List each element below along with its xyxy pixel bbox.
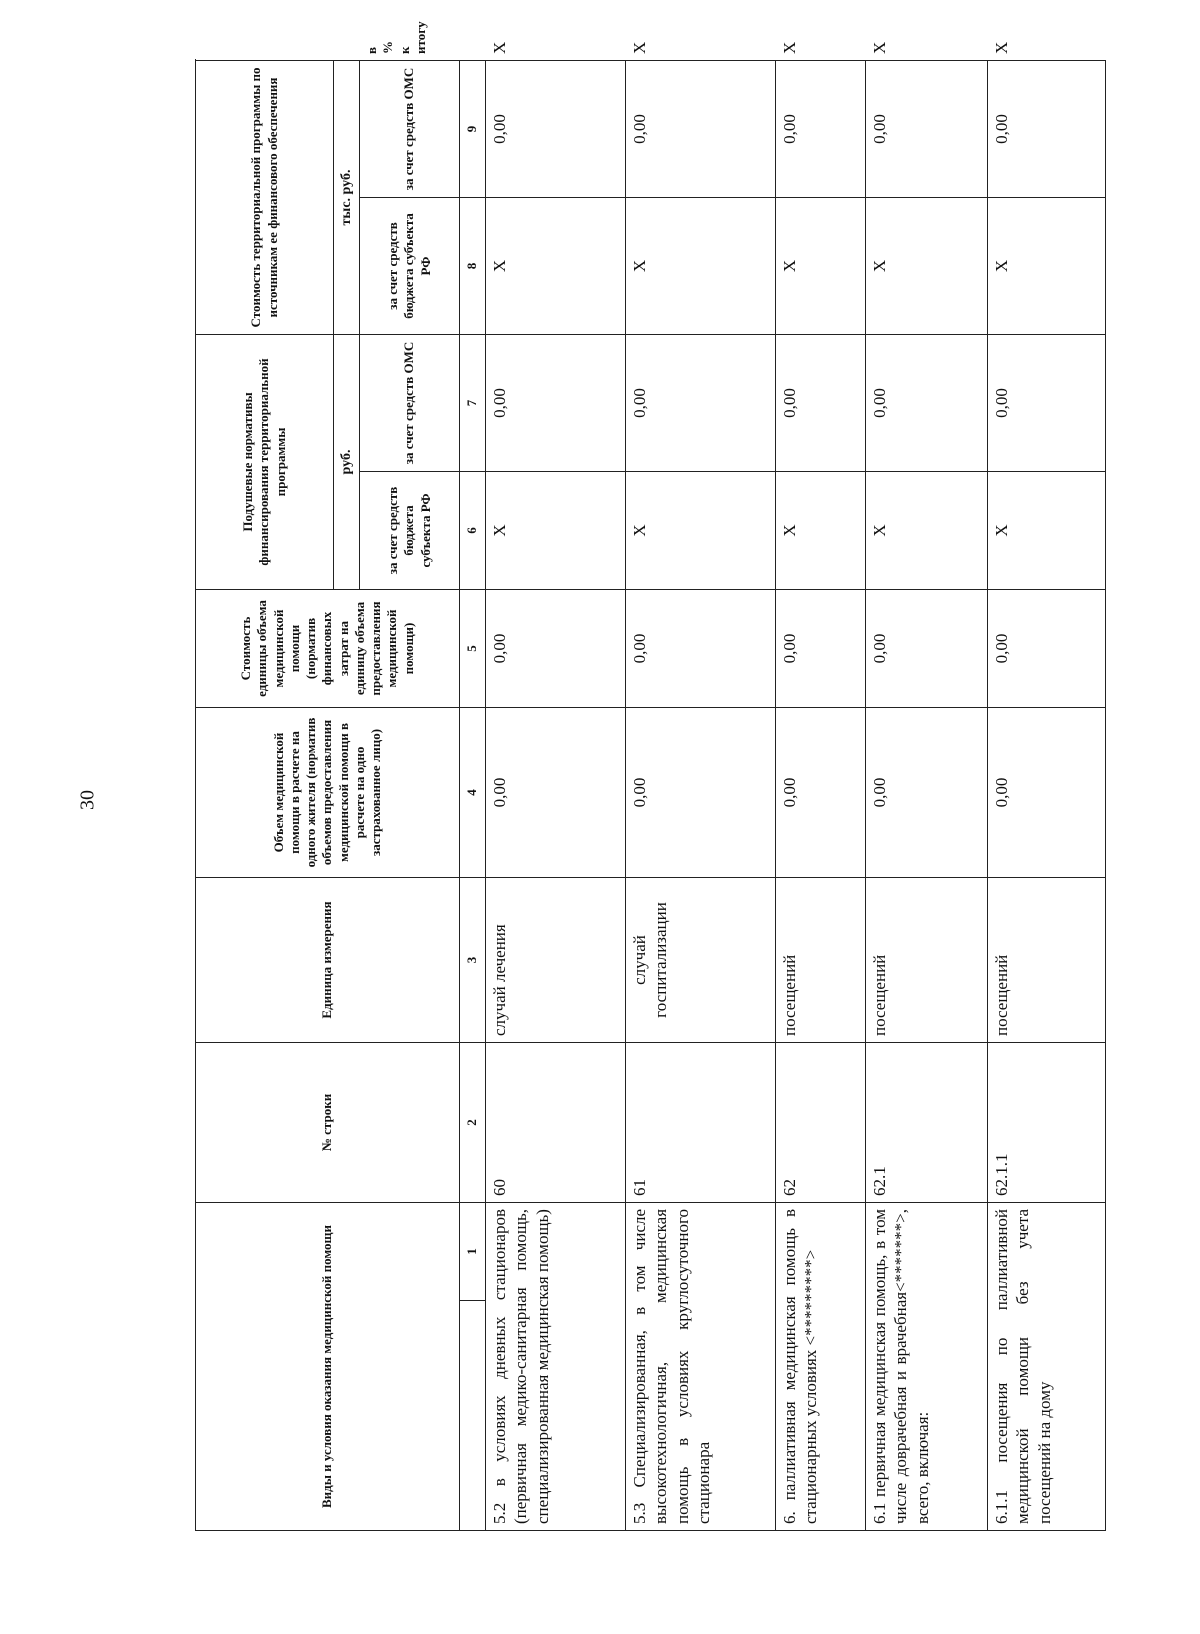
row-number: 62	[776, 1042, 866, 1202]
row-description: 6.1.1 посещения по паллиативной медицинской помощи без учета посещений на дому	[988, 1202, 1106, 1530]
row-unit-cost: 0,00	[988, 589, 1106, 707]
row-per-capita-budget: X	[988, 471, 1106, 589]
row-unit: посещений	[776, 877, 866, 1042]
header-volume: Объем медицинской помощи в расчете на одного жителя (норматив объемов предоставления медицинской помощи в расчете на одно застрахованное лицо)	[196, 707, 460, 877]
table-row: 6.1.1 посещения по паллиативной медицинской помощи без учета посещений на дому 62.1.1 посещений 0,00 0,00 X 0,00 X 0,00 X	[988, 60, 1106, 1530]
row-per-capita-oms: 0,00	[866, 334, 988, 471]
row-per-capita-budget: X	[626, 471, 776, 589]
row-number: 61	[626, 1042, 776, 1202]
row-per-capita-oms: 0,00	[626, 334, 776, 471]
row-volume: 0,00	[988, 707, 1106, 877]
column-number: 1	[460, 1202, 486, 1300]
row-per-capita-budget: X	[866, 471, 988, 589]
header-per-capita-budget: за счет средств бюджета субъекта РФ	[360, 471, 460, 589]
header-per-capita-oms: за счет средств ОМС	[360, 334, 460, 471]
row-description: 6.1 первичная медицинская помощь, в том числе доврачебная и врачебная<*******>, всего, включая:	[866, 1202, 988, 1530]
row-unit-cost: 0,00	[486, 589, 626, 707]
header-cost-oms: за счет средств ОМС	[360, 60, 460, 197]
row-cost-oms: 0,00	[776, 60, 866, 197]
page-number: 30	[76, 790, 99, 810]
row-cost-budget: X	[866, 197, 988, 334]
header-per-capita-group: Подушевые нормативы финансирования территориальной программы	[196, 334, 334, 589]
table-row: 6. паллиативная медицинская помощь в стационарных условиях <*********> 62 посещений 0,00 0,00 X 0,00 X 0,00 X	[776, 60, 866, 1530]
column-number-row	[460, 60, 486, 1530]
header-per-capita-currency: руб.	[334, 334, 360, 589]
row-cost-budget: X	[626, 197, 776, 334]
row-number: 60	[486, 1042, 626, 1202]
row-cost-oms: 0,00	[988, 60, 1106, 197]
header-cost-currency: тыс. руб.	[334, 60, 360, 334]
row-volume: 0,00	[866, 707, 988, 877]
row-cost-oms: 0,00	[486, 60, 626, 197]
header-unit-cost: Стоимость единицы объема медицинской помощи (норматив финансовых затрат на единицу объема предоставления медицинской помощи)	[196, 589, 460, 707]
row-per-capita-oms: 0,00	[776, 334, 866, 471]
row-volume: 0,00	[776, 707, 866, 877]
row-description: 6. паллиативная медицинская помощь в стационарных условиях <*********>	[776, 1202, 866, 1530]
column-number: 6	[460, 471, 486, 589]
header-cost-group: Стоимость территориальной программы по источникам ее финансового обеспечения	[196, 60, 334, 334]
column-number: 5	[460, 589, 486, 707]
column-number: 9	[460, 60, 486, 197]
column-number: 8	[460, 197, 486, 334]
header-cost-budget: за счет средств бюджета субъекта РФ	[360, 197, 460, 334]
column-number: 4	[460, 707, 486, 877]
row-unit: посещений	[866, 877, 988, 1042]
row-cost-budget: X	[988, 197, 1106, 334]
financing-table	[195, 21, 1106, 1531]
row-unit: посещений	[988, 877, 1106, 1042]
row-number: 62.1	[866, 1042, 988, 1202]
row-per-capita-oms: 0,00	[988, 334, 1106, 471]
row-unit: случай госпитализации	[626, 877, 776, 1042]
row-cost-budget: X	[486, 197, 626, 334]
table-header: Виды и условия оказания медицинской помощи № строки Единица измерения Объем медицинской помощи в расчете на одного жителя (норматив объемов предоставления медицинской помощи в расчете на одно застрахованное лицо) Стоимость единицы объема медицинской помощи (норматив финансовых затрат на единицу объема предоставления медицинской помощи) Подушевые нормативы финансирования территориальной программы Стоимость территориальной программы по источникам ее финансового обеспечения руб. тыс. руб. в % к итогу за счет средств бюджета субъекта РФ за счет средств ОМС за счет средств бюджета субъекта РФ за счет средств ОМС 1 2 3 4 5 6 7 8 9	[196, 60, 486, 1530]
row-per-capita-budget: X	[776, 471, 866, 589]
row-cost-oms: 0,00	[866, 60, 988, 197]
row-unit: случай лечения	[486, 877, 626, 1042]
row-unit-cost: 0,00	[626, 589, 776, 707]
row-per-capita-oms: 0,00	[486, 334, 626, 471]
header-row-no: № строки	[196, 1042, 460, 1202]
row-volume: 0,00	[486, 707, 626, 877]
row-description: 5.2 в условиях дневных стационаров (первичная медико-санитарная помощь, специализированная медицинская помощь)	[486, 1202, 626, 1530]
row-unit-cost: 0,00	[776, 589, 866, 707]
row-unit-cost: 0,00	[866, 589, 988, 707]
row-description: 5.3 Специализированная, в том числе высокотехнологичная, медицинская помощь в условиях круглосуточного стационара	[626, 1202, 776, 1530]
row-per-capita-budget: X	[486, 471, 626, 589]
table-body	[486, 41, 1106, 1530]
column-number: 2	[460, 1042, 486, 1202]
header-kind: Виды и условия оказания медицинской помощи	[196, 1202, 460, 1530]
table-row: 5.2 в условиях дневных стационаров (первичная медико-санитарная помощь, специализированная медицинская помощь) 60 случай лечения 0,00 0,00 X 0,00 X 0,00 X	[486, 60, 626, 1530]
table-row: 6.1 первичная медицинская помощь, в том числе доврачебная и врачебная<*******>, всего, включая: 62.1 посещений 0,00 0,00 X 0,00 X 0,00 X	[866, 60, 988, 1530]
row-number: 62.1.1	[988, 1042, 1106, 1202]
column-number: 7	[460, 334, 486, 471]
table-row: 5.3 Специализированная, в том числе высокотехнологичная, медицинская помощь в условиях круглосуточного стационара 61 случай госпитализации 0,00 0,00 X 0,00 X 0,00 X	[626, 60, 776, 1530]
row-cost-oms: 0,00	[626, 60, 776, 197]
rotated-table-container	[195, 21, 1105, 1531]
column-number: 3	[460, 877, 486, 1042]
header-unit: Единица измерения	[196, 877, 460, 1042]
row-volume: 0,00	[626, 707, 776, 877]
row-cost-budget: X	[776, 197, 866, 334]
